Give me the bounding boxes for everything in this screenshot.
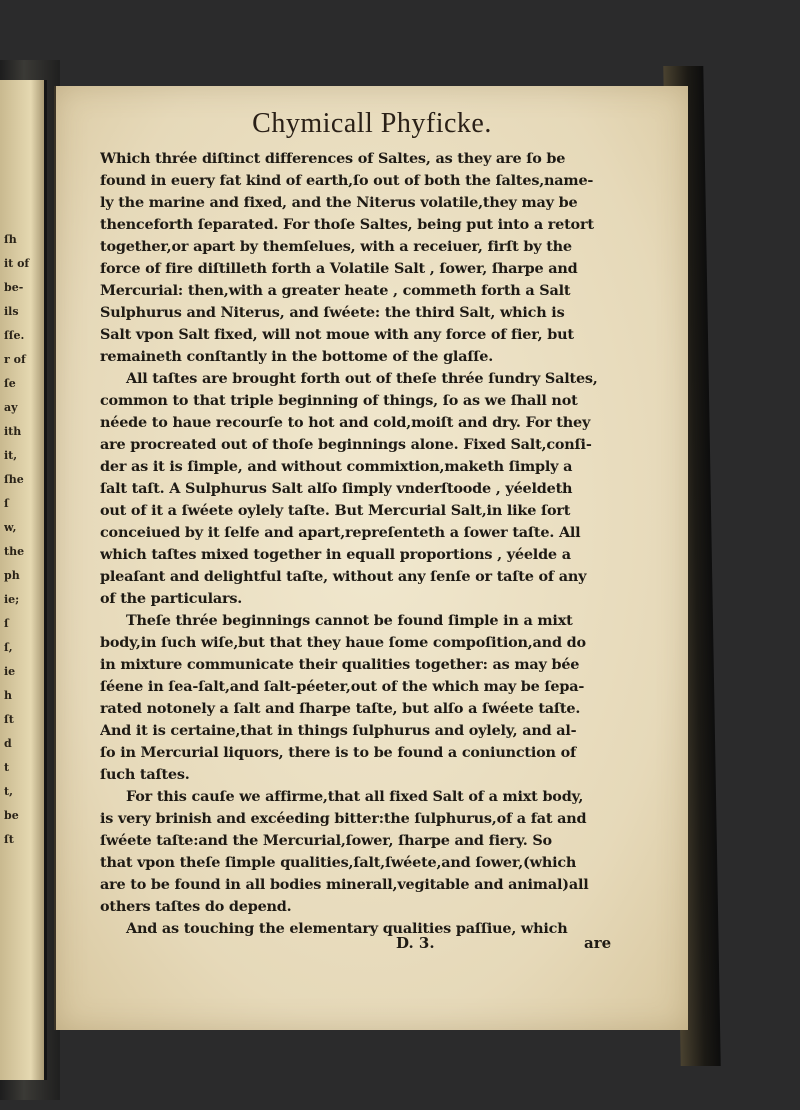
left-page-fragment: ay <box>4 401 18 414</box>
left-page-fragment: be <box>4 809 19 822</box>
text-line: ſwéete taſte:and the Mercurial,ſower, ſharpe and fiery. So <box>100 832 552 849</box>
text-line: that vpon theſe ſimple qualities,ſalt,ſwéete,and ſower,(which <box>100 854 577 871</box>
left-page-fragment: ſe <box>4 377 16 390</box>
left-page-fragment: ith <box>4 425 22 438</box>
text-line: Sulphurus and Niterus, and ſwéete: the third Salt, which is <box>100 304 565 321</box>
text-line: rated notonely a ſalt and ſharpe taſte, but alſo a ſwéete taſte. <box>100 700 581 717</box>
left-page-fragment: h <box>4 689 12 702</box>
running-head: Chymicall Phyficke. <box>252 108 492 139</box>
left-page-fragment: ſhe <box>4 473 24 486</box>
left-page-fragment: ſt <box>4 833 14 846</box>
text-line: which taſtes mixed together in equall proportions , yéelde a <box>100 546 571 563</box>
catchword: are <box>584 934 612 952</box>
left-page-fragment: ſ <box>4 497 9 510</box>
text-line: And it is certaine,that in things ſulphurus and oylely, and al- <box>100 722 577 739</box>
text-line: Which thrée diſtinct differences of Saltes, as they are ſo be <box>100 150 566 167</box>
text-line: conceiued by it ſelfe and apart,repreſenteth a ſower taſte. All <box>100 524 581 541</box>
text-line: found in euery fat kind of earth,ſo out of both the ſaltes,name- <box>100 172 594 189</box>
left-page-fragment: it of <box>4 257 30 270</box>
text-line: thenceforth ſeparated. For thoſe Saltes, being put into a retort <box>100 216 594 233</box>
text-line: ſalt taſt. A Sulphurus Salt alſo ſimply vnderſtoode , yéeldeth <box>100 480 573 497</box>
text-line: is very brinish and excéeding bitter:the ſulphurus,of a fat and <box>100 810 587 827</box>
text-line: Mercurial: then,with a greater heate , commeth forth a Salt <box>100 282 571 299</box>
left-page-edge <box>0 80 47 1080</box>
left-page-fragment: ſſe. <box>4 329 25 342</box>
text-line: body,in ſuch wiſe,but that they haue ſome compoſition,and do <box>100 634 586 651</box>
text-line: force of fire diſtilleth forth a Volatile Salt , ſower, ſharpe and <box>100 260 578 277</box>
book-page <box>54 86 688 1030</box>
text-line: Salt vpon Salt fixed, will not moue with any force of fier, but <box>100 326 574 343</box>
text-line: of the particulars. <box>100 590 243 607</box>
text-line: All taſtes are brought forth out of theſe thrée ſundry Saltes, <box>126 370 598 387</box>
text-line: ſuch taſtes. <box>100 766 190 783</box>
text-line: together,or apart by themſelues, with a receiuer, firſt by the <box>100 238 572 255</box>
left-page-fragment: it, <box>4 449 18 462</box>
text-line: common to that triple beginning of things, ſo as we ſhall not <box>100 392 578 409</box>
left-page-fragment: ſ, <box>4 641 13 654</box>
text-line: ſo in Mercurial liquors, there is to be found a coniunction of <box>100 744 576 761</box>
left-page-fragment: ſ <box>4 617 9 630</box>
left-page-fragment: t <box>4 761 10 774</box>
left-page-fragment: ie; <box>4 593 20 606</box>
text-line: remaineth conſtantly in the bottome of the glaſſe. <box>100 348 494 365</box>
text-line: ly the marine and fixed, and the Niterus volatile,they may be <box>100 194 578 211</box>
left-page-fragment: w, <box>4 521 17 534</box>
text-line: der as it is ſimple, and without commixtion,maketh ſimply a <box>100 458 573 475</box>
text-line: are to be found in all bodies minerall,vegitable and animal)all <box>100 876 589 893</box>
text-line: in mixture communicate their qualities together: as may bée <box>100 656 580 673</box>
text-line: others taſtes do depend. <box>100 898 292 915</box>
left-page-fragment: r of <box>4 353 26 366</box>
text-line: ſéene in ſea-ſalt,and ſalt-péeter,out of the which may be ſepa- <box>100 678 585 695</box>
text-line: néede to haue recourſe to hot and cold,moiſt and dry. For they <box>100 414 591 431</box>
text-line: out of it a ſwéete oylely taſte. But Mercurial Salt,in like ſort <box>100 502 571 519</box>
left-page-fragment: ſh <box>4 233 17 246</box>
left-page-fragment: ph <box>4 569 20 582</box>
text-line: And as touching the elementary qualities paſſiue, which <box>126 920 568 937</box>
left-page-fragment: the <box>4 545 25 558</box>
left-page-fragment: be- <box>4 281 24 294</box>
text-line: are procreated out of thoſe beginnings alone. Fixed Salt,conſi- <box>100 436 592 453</box>
left-page-fragment: d <box>4 737 12 750</box>
body-text <box>100 148 672 940</box>
left-page-fragment: ie <box>4 665 16 678</box>
left-page-text-fragments <box>4 228 40 852</box>
left-page-fragment: t, <box>4 785 13 798</box>
text-line: For this cauſe we affirme,that all fixed Salt of a mixt body, <box>126 788 584 805</box>
text-line: Theſe thrée beginnings cannot be found ſimple in a mixt <box>126 612 573 629</box>
left-page-fragment: ils <box>4 305 19 318</box>
signature-mark: D. 3. <box>396 934 435 952</box>
text-line: pleaſant and delightful taſte, without any ſenſe or taſte of any <box>100 568 587 585</box>
left-page-fragment: ſt <box>4 713 14 726</box>
